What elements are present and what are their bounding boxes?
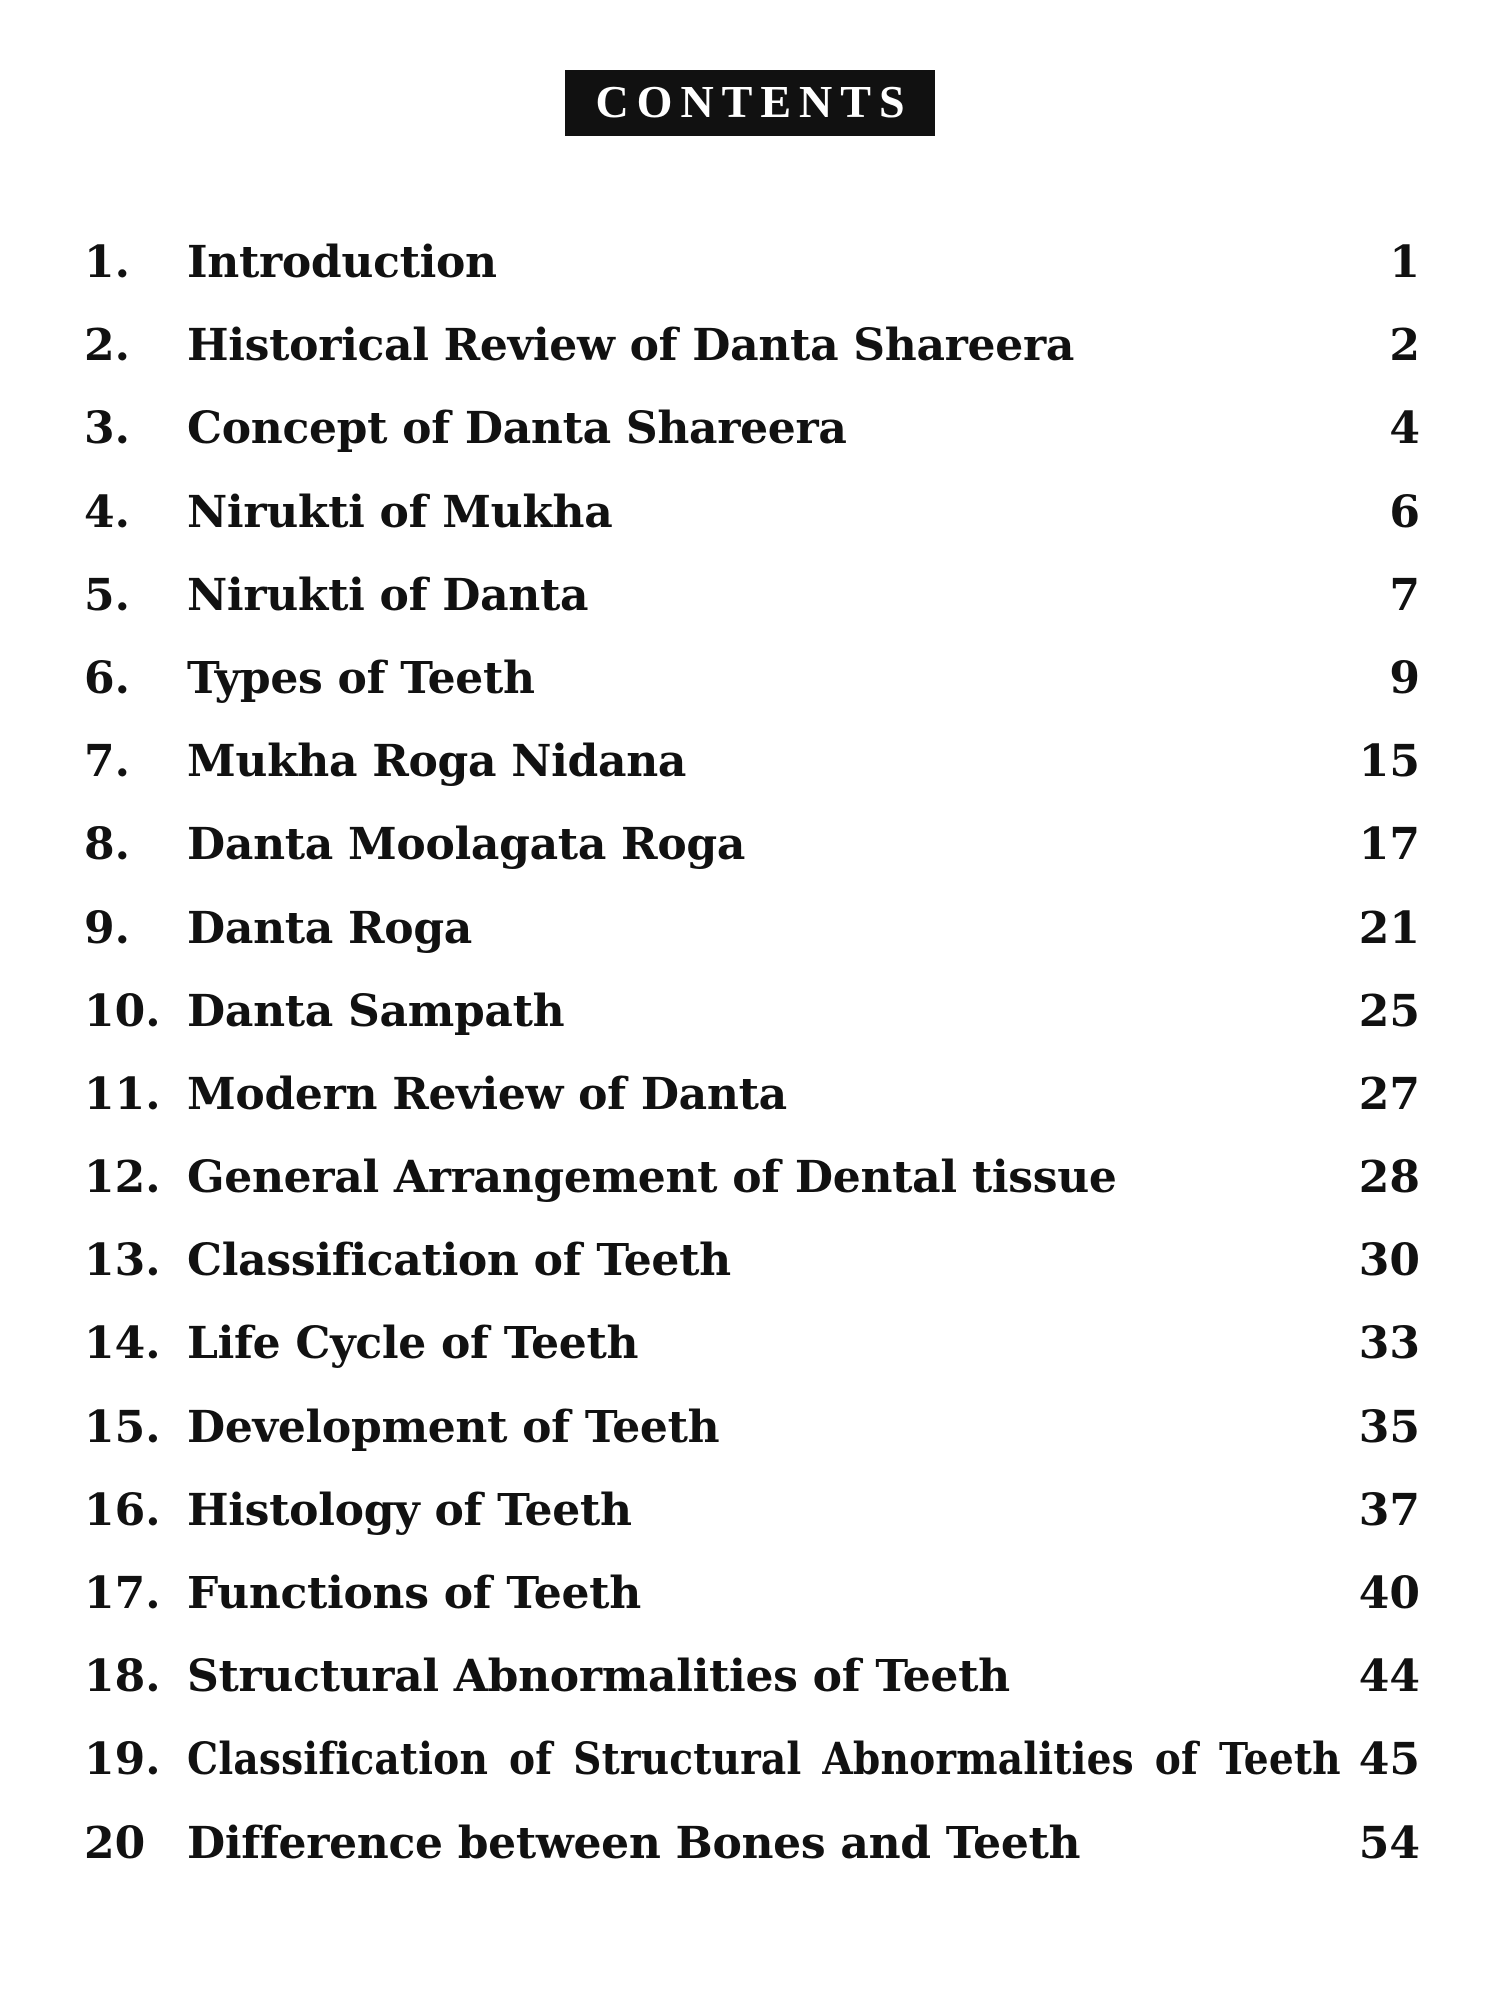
toc-title: Modern Review of Danta xyxy=(187,1068,787,1120)
toc-row[interactable] xyxy=(84,1809,1420,1892)
toc-page: 33 xyxy=(1358,1318,1420,1370)
toc-row[interactable] xyxy=(84,727,1420,810)
toc-number: 3. xyxy=(84,403,130,455)
toc-title: Introduction xyxy=(187,237,497,288)
toc-title: Life Cycle of Teeth xyxy=(187,1318,639,1370)
toc-title: Histology of Teeth xyxy=(187,1484,632,1536)
toc-page: 15 xyxy=(1358,736,1420,788)
toc-page: 17 xyxy=(1358,819,1420,871)
toc-title: Difference between Bones and Teeth xyxy=(187,1817,1081,1869)
toc-number: 14. xyxy=(84,1318,161,1370)
toc-row[interactable] xyxy=(84,394,1420,477)
toc-page: 7 xyxy=(1389,569,1420,621)
toc-title: Mukha Roga Nidana xyxy=(187,736,687,788)
toc-row[interactable] xyxy=(84,1725,1420,1808)
toc-number: 9. xyxy=(84,902,130,954)
toc-title: Danta Moolagata Roga xyxy=(187,819,746,871)
toc-title: General Arrangement of Dental tissue xyxy=(187,1152,1117,1204)
toc-page: 54 xyxy=(1358,1817,1420,1869)
toc-title: Structural Abnormalities of Teeth xyxy=(187,1651,1010,1703)
toc-row[interactable] xyxy=(84,1060,1420,1143)
toc-title: Concept of Danta Shareera xyxy=(187,403,847,455)
toc-number: 15. xyxy=(84,1401,161,1453)
toc-title: Classification of Teeth xyxy=(187,1235,731,1287)
toc-row[interactable] xyxy=(84,311,1420,394)
toc-number: 1. xyxy=(84,237,130,288)
toc-page: 9 xyxy=(1389,652,1420,704)
toc-row[interactable] xyxy=(84,1559,1420,1642)
toc-title: Nirukti of Danta xyxy=(187,569,589,621)
toc-title: Danta Sampath xyxy=(187,985,565,1037)
toc-row[interactable] xyxy=(84,228,1420,311)
toc-number: 8. xyxy=(84,819,130,871)
toc-title: Historical Review of Danta Shareera xyxy=(187,320,1075,372)
toc-number: 18. xyxy=(84,1651,161,1703)
toc-number: 10. xyxy=(84,985,161,1037)
toc-row[interactable] xyxy=(84,644,1420,727)
toc-page: 25 xyxy=(1358,985,1420,1037)
toc-row[interactable] xyxy=(84,894,1420,977)
toc-page: 27 xyxy=(1358,1068,1420,1120)
toc-title: Development of Teeth xyxy=(187,1401,720,1453)
toc-page: 2 xyxy=(1389,320,1420,372)
toc-number: 16. xyxy=(84,1484,161,1536)
toc-title: Types of Teeth xyxy=(187,652,535,704)
toc-row[interactable] xyxy=(84,1309,1420,1392)
toc-page: 37 xyxy=(1358,1484,1420,1536)
toc-number: 6. xyxy=(84,652,130,704)
toc-row[interactable] xyxy=(84,1642,1420,1725)
toc-row[interactable] xyxy=(84,1226,1420,1309)
toc-row[interactable] xyxy=(84,1393,1420,1476)
toc-title: Danta Roga xyxy=(187,902,472,954)
toc-title: Classification of Structural Abnormalities of Teeth xyxy=(187,1734,1341,1786)
toc-row[interactable] xyxy=(84,977,1420,1060)
toc-page: 30 xyxy=(1358,1235,1420,1287)
toc-row[interactable] xyxy=(84,478,1420,561)
toc-number: 5. xyxy=(84,569,130,621)
toc-row[interactable] xyxy=(84,1143,1420,1226)
toc-page: 4 xyxy=(1389,403,1420,455)
toc-number: 2. xyxy=(84,320,130,372)
toc-row[interactable] xyxy=(84,810,1420,893)
toc-number: 12. xyxy=(84,1152,161,1204)
toc-number: 20 xyxy=(84,1817,146,1869)
toc-number: 11. xyxy=(84,1068,161,1120)
toc-title: Nirukti of Mukha xyxy=(187,486,613,538)
toc-page: 35 xyxy=(1358,1401,1420,1453)
table-of-contents xyxy=(84,228,1420,1892)
toc-number: 4. xyxy=(84,486,130,538)
toc-row[interactable] xyxy=(84,561,1420,644)
toc-page: 28 xyxy=(1358,1152,1420,1204)
toc-page: 6 xyxy=(1389,486,1420,538)
toc-number: 13. xyxy=(84,1235,161,1287)
contents-heading-wrap xyxy=(0,70,1500,136)
toc-number: 19. xyxy=(84,1734,161,1786)
toc-page: 40 xyxy=(1358,1568,1420,1619)
toc-row[interactable] xyxy=(84,1476,1420,1559)
toc-page: 45 xyxy=(1358,1734,1420,1786)
contents-heading: CONTENTS xyxy=(565,70,934,136)
toc-page: 21 xyxy=(1358,902,1420,954)
toc-title: Functions of Teeth xyxy=(187,1568,641,1619)
toc-number: 17. xyxy=(84,1568,161,1619)
toc-page: 44 xyxy=(1358,1651,1420,1703)
toc-page: 1 xyxy=(1389,237,1420,288)
toc-number: 7. xyxy=(84,736,130,788)
